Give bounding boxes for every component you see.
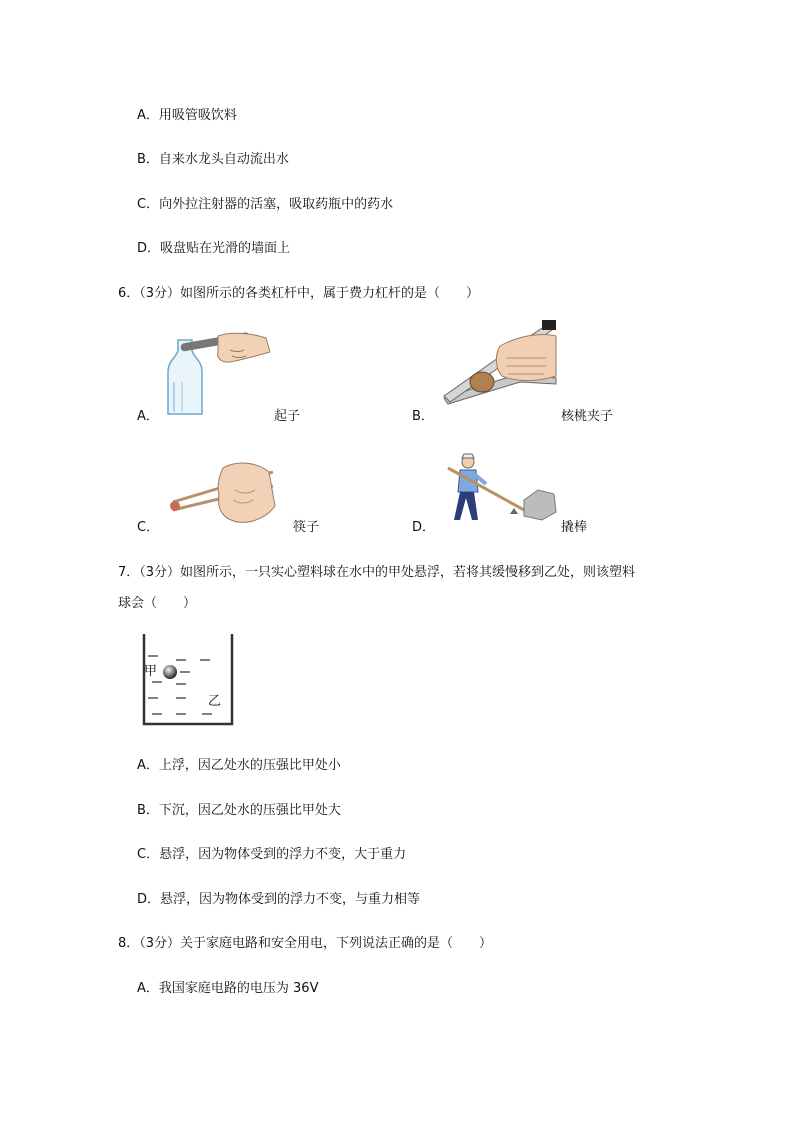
figure-label-jia: 甲 — [144, 664, 158, 679]
q5-option-d: D．吸盘贴在光滑的墙面上 — [137, 241, 291, 256]
plastic-ball — [163, 665, 177, 679]
q6-stem: 6．（3分）如图所示的各类杠杆中，属于费力杠杆的是（ ） — [118, 286, 480, 301]
q7-stem-line2: 球会（ ） — [118, 596, 197, 611]
q6-option-a-label: 起子 — [274, 409, 301, 424]
q6-option-a-letter: A． — [137, 409, 159, 424]
q6-option-b-label: 核桃夹子 — [561, 409, 614, 424]
q7-option-b: B．下沉，因乙处水的压强比甲处大 — [137, 803, 341, 818]
q8-option-a: A．我国家庭电路的电压为 36V — [137, 981, 319, 996]
q6-option-c-label: 筷子 — [293, 520, 320, 535]
water-container-figure — [140, 632, 236, 728]
nutcracker-image — [438, 318, 558, 408]
crowbar-image — [438, 452, 558, 526]
q7-option-a: A．上浮，因乙处水的压强比甲处小 — [137, 758, 341, 773]
q7-option-d: D．悬浮，因为物体受到的浮力不变，与重力相等 — [137, 892, 421, 907]
chopsticks-image — [165, 460, 277, 530]
q5-option-b: B．自来水龙头自动流出水 — [137, 152, 289, 167]
q7-option-c: C．悬浮，因为物体受到的浮力不变，大于重力 — [137, 847, 407, 862]
q5-option-a: A．用吸管吸饮料 — [137, 108, 237, 123]
figure-label-yi: 乙 — [208, 694, 222, 709]
q6-option-d-label: 撬棒 — [561, 520, 588, 535]
q6-option-b-letter: B． — [412, 409, 434, 424]
q7-stem-line1: 7．（3分）如图所示，一只实心塑料球在水中的甲处悬浮，若将其缓慢移到乙处，则该塑料 — [118, 565, 636, 580]
q8-stem: 8．（3分）关于家庭电路和安全用电，下列说法正确的是（ ） — [118, 936, 493, 951]
bottle-opener-image — [160, 332, 272, 416]
q5-option-c: C．向外拉注射器的活塞，吸取药瓶中的药水 — [137, 197, 394, 212]
q6-option-c-letter: C． — [137, 520, 160, 535]
q6-option-d-letter: D． — [412, 520, 436, 535]
